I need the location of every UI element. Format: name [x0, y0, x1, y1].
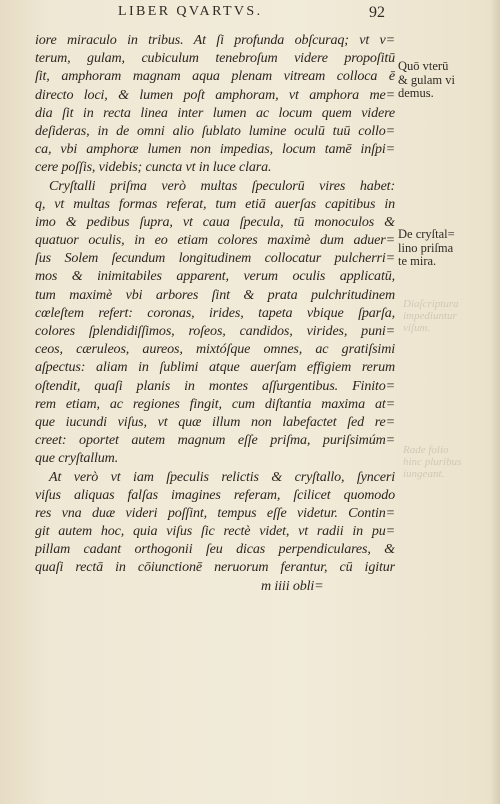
- show-through-line: Rade folio: [403, 444, 449, 456]
- text-line: que iucundi viſus, vt quæ illum non labefactet ſed re=: [35, 413, 395, 430]
- margin-note-viewing: [398, 60, 476, 101]
- margin-note-line: lino priſma: [398, 240, 454, 255]
- folio-number: 92: [369, 4, 385, 21]
- text-line: terum, gulam, cubiculum tenebroſum videre propoſitū: [35, 50, 395, 67]
- text-line: res vna duæ videri poſſint, tempus eſſe videtur. Contin=: [35, 504, 395, 521]
- text-line: pillam cadant orthogonii ſeu dicas perpendiculares, &: [35, 541, 395, 558]
- paragraph-start-line: At verò vt iam ſpeculis relictis & cryſtallo, ſynceri: [49, 468, 395, 485]
- show-through-line: Diaſcriptura: [403, 298, 459, 310]
- text-line: tum maximè vbi arbores ſint & prata pulchritudinem: [35, 286, 395, 303]
- text-line: viſus aliquas falſas imagines referam, ſcilicet quomodo: [35, 486, 395, 503]
- main-text-block: [35, 31, 395, 595]
- page-edge-shadow: [490, 0, 500, 804]
- margin-note-line: & gulam vi: [398, 72, 455, 87]
- text-line: ceos, cæruleos, aureos, mixtóſque omnes, ac gratiſsimi: [35, 341, 395, 358]
- show-through-note: [403, 298, 493, 334]
- paragraph-start-line: Cryſtalli priſma verò multas ſpeculorū vires habet:: [49, 177, 395, 194]
- show-through-note: [403, 444, 493, 480]
- text-line: iore miraculo in tribus. At ſi profunda obſcuraq; vt v=: [35, 32, 395, 48]
- show-through-line: iungeant.: [403, 468, 445, 480]
- text-line: rem etiam, ac regiones fingit, cum diſtantia maxima at=: [35, 395, 395, 412]
- text-line: quatuor oculis, in eo etiam colores maximè dum aduer=: [35, 232, 395, 249]
- text-line: ſus Solem ſecundum longitudinem collocatur pulcherri=: [35, 250, 395, 267]
- text-line: git autem hoc, quia viſus ſic rectè videt, vt radii in pu=: [35, 523, 395, 540]
- margin-note-line: demus.: [398, 86, 434, 100]
- margin-note-line: te mira.: [398, 254, 437, 268]
- text-line: deſideras, in de omni alio ſublato lumine oculū tuū collo=: [35, 122, 395, 139]
- text-line: dia ſit in recta linea inter lumen ac locum quem videre: [35, 104, 395, 121]
- text-line: q, vt multas formas referat, tum etiā auerſas capitibus in: [35, 195, 395, 212]
- text-line: ca, vbi amphoræ lumen non impedias, locum tamē inſpi=: [35, 141, 395, 158]
- text-line: que cryſtallum.: [35, 450, 119, 467]
- text-line: quaſi rectā in cōiunctionē neruorum ferantur, cū igitur: [35, 559, 395, 576]
- show-through-line: hinc pluribus: [403, 456, 462, 468]
- margin-note-line: Quō vterū: [398, 59, 449, 73]
- text-line: directo loci, & lumen poſt amphoram, vt amphora me=: [35, 86, 395, 103]
- running-title: LIBER QVARTVS.: [118, 4, 263, 19]
- show-through-line: impediuntur: [403, 310, 457, 322]
- text-line: colores ſplendidiſſimos, roſeos, candidos, virides, puni=: [35, 323, 395, 339]
- show-through-line: viſum.: [403, 322, 431, 334]
- text-line: creet: oportet autem magnum eſſe priſma, puriſsimúm=: [35, 432, 395, 449]
- text-line: ſit, amphoram magnam aqua plenam vitream colloca ē: [35, 68, 395, 85]
- text-line: cere poſſis, videbis; cuncta vt in luce clara.: [35, 159, 272, 176]
- text-line: aſpectus: aliam in ſublimi atque auerſam effigiem rerum: [35, 359, 395, 376]
- text-line: oſtendit, quaſi planis in montes aſſurgentibus. Finito=: [35, 377, 395, 394]
- margin-note-crystal-prism: [398, 228, 476, 269]
- margin-note-line: De cryſtal=: [398, 227, 455, 241]
- signature-catchword-line: m iiii obli=: [261, 577, 324, 594]
- page-header: [0, 4, 500, 30]
- text-line: mos & inimitabiles apparent, verum oculis applicatū,: [35, 268, 395, 285]
- text-line: cœleſtem refert: coronas, irides, tapeta vbique ſparſa,: [35, 304, 395, 321]
- text-line: imo & pedibus ſupra, vt caua ſpecula, tū monoculos &: [35, 213, 395, 230]
